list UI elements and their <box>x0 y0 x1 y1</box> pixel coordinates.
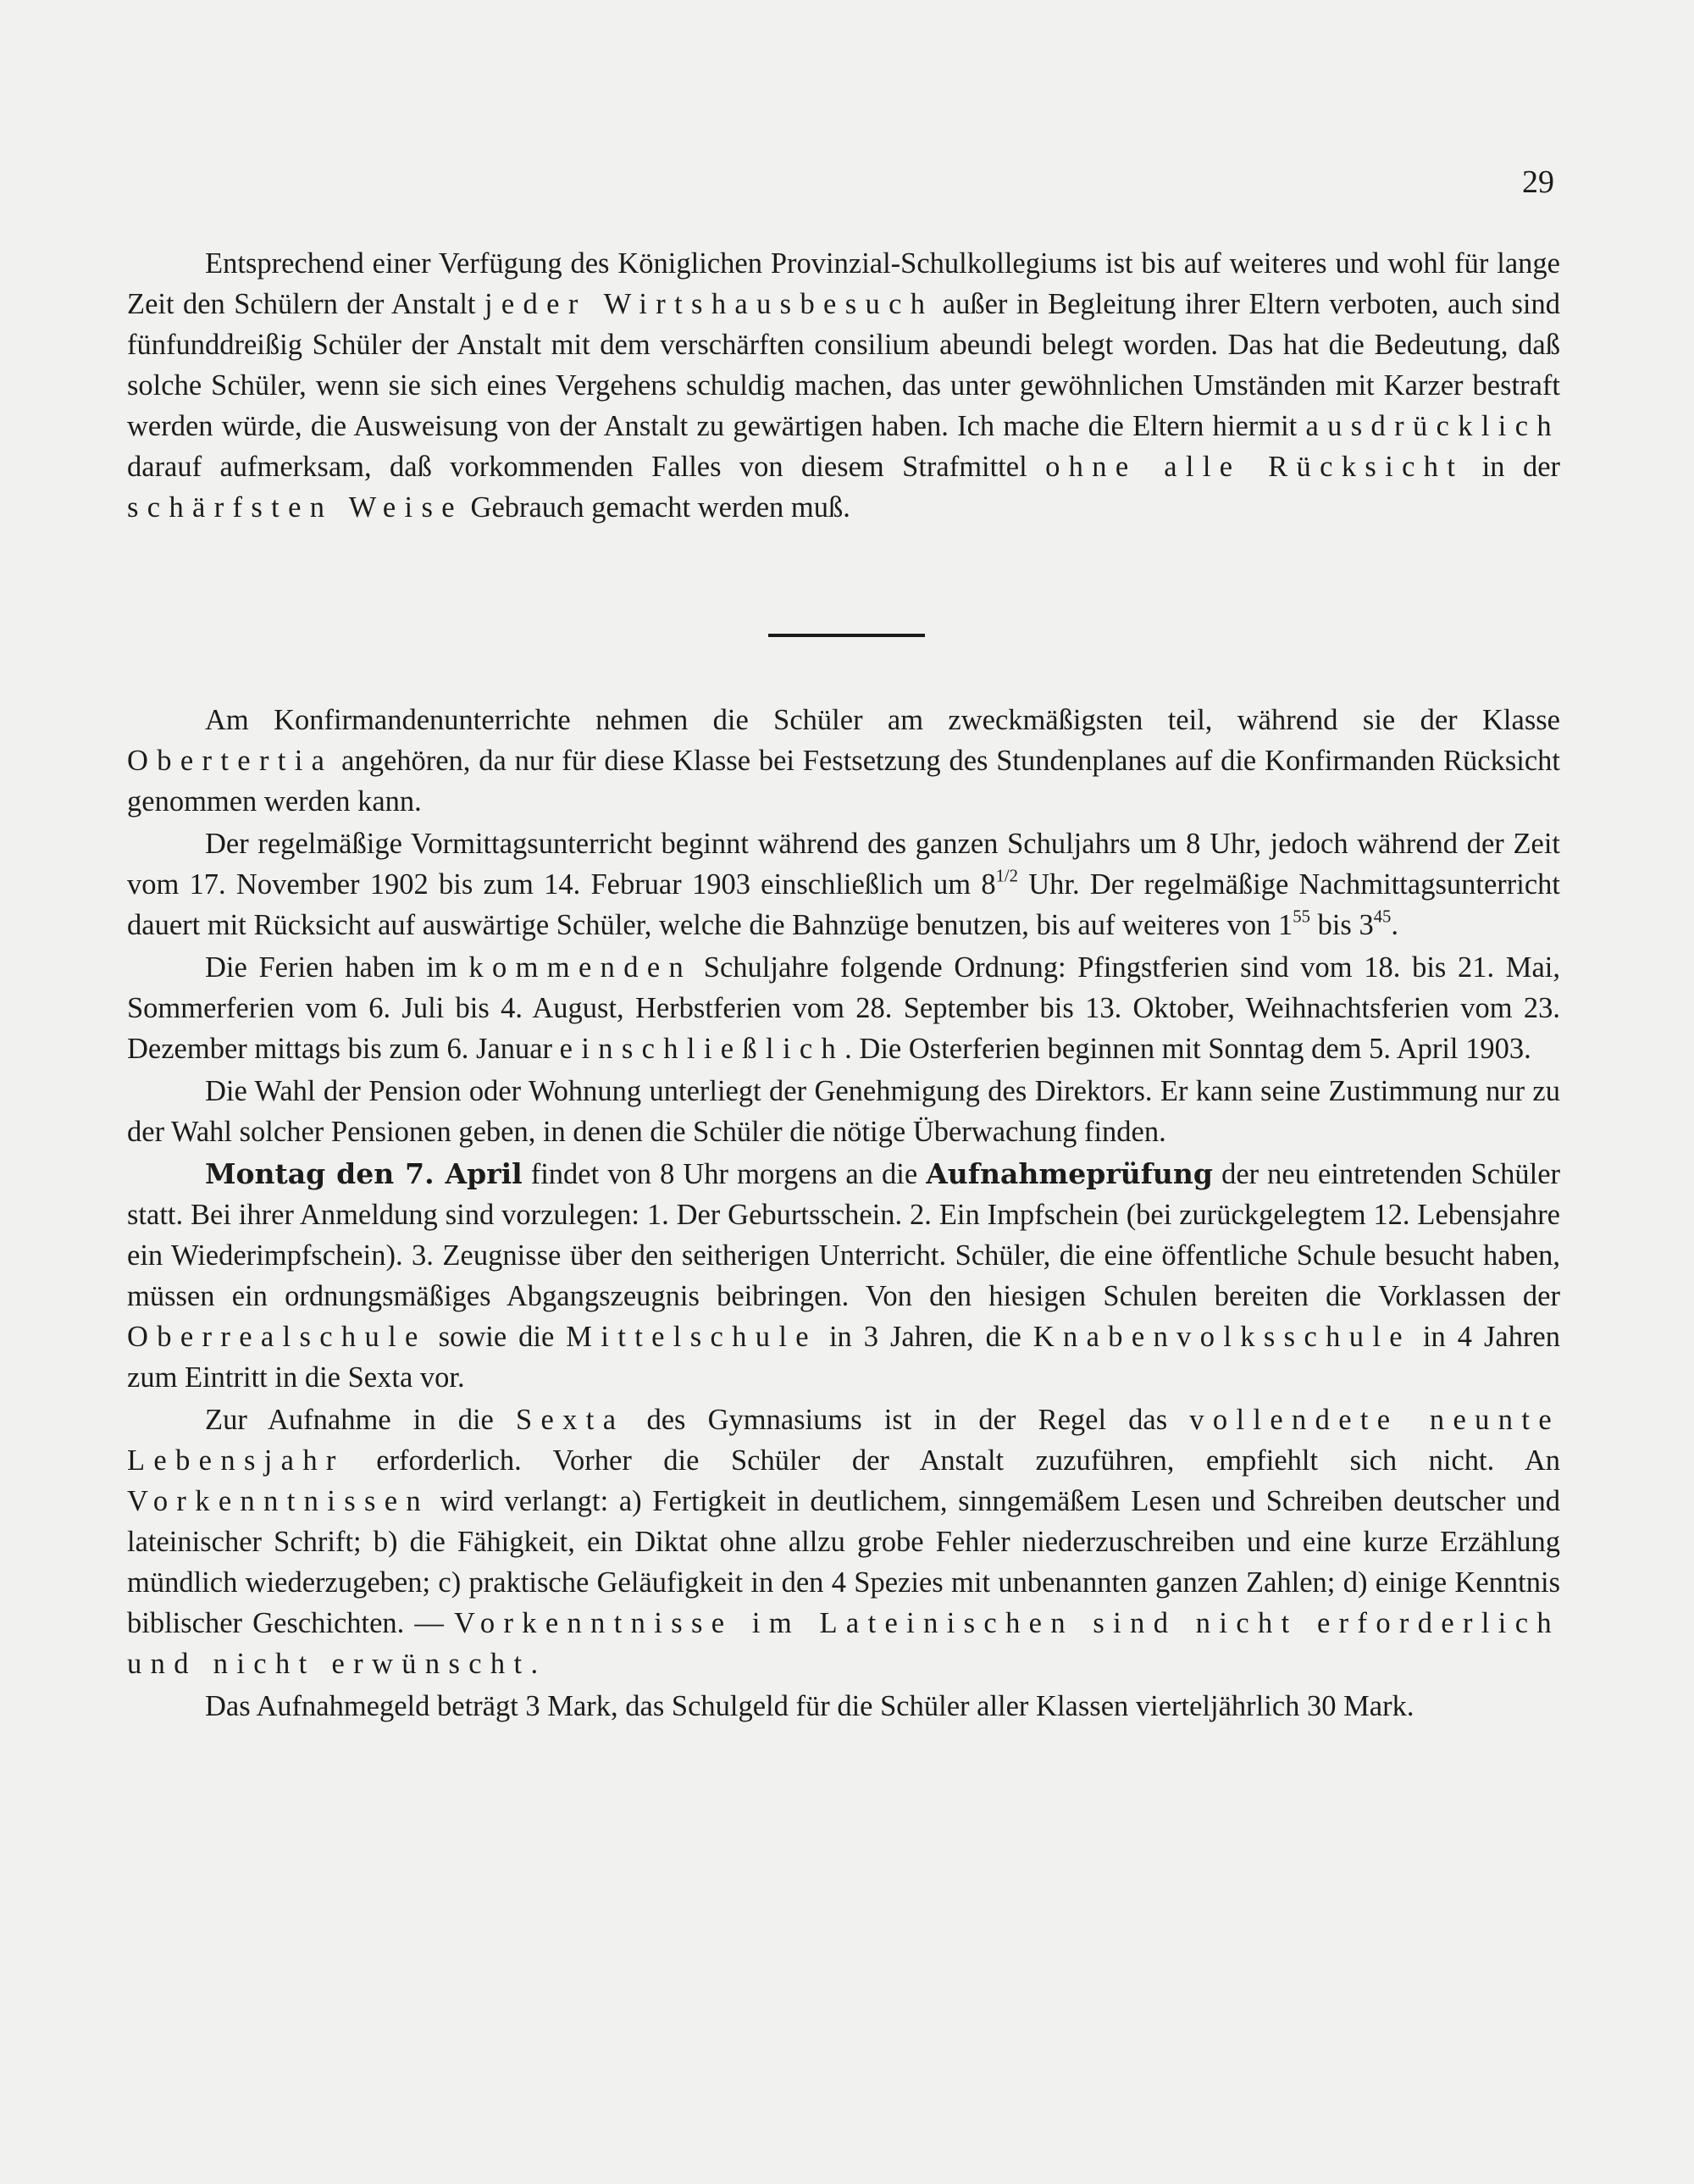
paragraph-entrance-exam: Montag den 7. April findet von 8 Uhr morgens an die Aufnahmeprüfung der neu eintretenden Schüler statt. Bei ihrer Anmeldung sind vorzulegen: 1. Der Geburtsschein. 2. Ein Impfschein (bei zurückgelegtem 12. Lebensjahre ein Wiederimpfschein). 3. Zeugnisse über den seitherigen Unterricht. Schüler, die eine öffentliche Schule besucht haben, müssen ein ordnungsmäßiges Abgangszeugnis beibringen. Von den hiesigen Schulen bereiten die Vorklassen der Oberrealschule sowie die Mittelschule in 3 Jahren, die Knabenvolksschule in 4 Jahren zum Eintritt in die Sexta vor. <box>127 1157 1560 1394</box>
paragraph-tavern-prohibition: Entsprechend einer Verfügung des Königlichen Provinzial-Schulkollegiums ist bis auf weiteres und wohl für lange Zeit den Schülern der Anstalt jeder Wirtshausbesuch außer in Begleitung ihrer Eltern verboten, auch sind fünfunddreißig Schüler der Anstalt mit dem verschärften consilium abeundi belegt worden. Das hat die Bedeutung, daß solche Schüler, wenn sie sich eines Vergehens schuldig machen, das unter gewöhnlichen Umständen mit Karzer bestraft werden würde, die Ausweisung von der Anstalt zu gewärtigen haben. Ich mache die Eltern hiermit ausdrücklich darauf aufmerksam, daß vorkommenden Falles von diesem Strafmittel ohne alle Rücksicht in der schärfsten Weise Gebrauch gemacht werden muß. <box>127 247 1561 524</box>
top-section <box>127 243 1560 528</box>
emphasis-sexta: Sexta <box>515 1404 625 1436</box>
exam-title: Aufnahmeprüfung <box>926 1157 1213 1190</box>
bottom-section <box>127 700 1560 1727</box>
paragraph-confirmation: Am Konfirmandenunterrichte nehmen die Schüler am zweckmäßigsten teil, während sie der Klasse Obertertia angehören, da nur für diese Klasse bei Festsetzung des Stundenplanes auf die Konfirmanden Rücksicht genommen werden kann. <box>127 704 1560 818</box>
emphasis-mittelschule: Mittelschule <box>566 1321 817 1353</box>
section-divider <box>768 634 925 637</box>
paragraph-pension: Die Wahl der Pension oder Wohnung unterliegt der Genehmigung des Direktors. Er kann seine Zustimmung nur zu der Wahl solcher Pensionen geben, in denen die Schüler die nötige Überwachung finden. <box>127 1075 1560 1148</box>
paragraph-fees: Das Aufnahmegeld beträgt 3 Mark, das Schulgeld für die Schüler aller Klassen vierteljährlich 30 Mark. <box>205 1690 1414 1722</box>
emphasis-knabenvolksschule: Knabenvolksschule <box>1032 1321 1411 1353</box>
emphasis-latin-not-required: Vorkenntnisse im Lateinischen sind nicht erforderlich und nicht erwünscht <box>127 1607 1560 1680</box>
emphasis-expressly: ausdrücklich <box>1305 410 1560 442</box>
exam-date: Montag den 7. April <box>205 1157 523 1190</box>
paragraph-schedule: Der regelmäßige Vormittagsunterricht beginnt während des ganzen Schuljahrs um 8 Uhr, jedoch während der Zeit vom 17. November 1902 bis zum 14. Februar 1903 einschließlich um $8^{1/2}$ Uhr. Der regelmäßige Nachmittagsunterricht dauert mit Rücksicht auf auswärtige Schüler, welche die Bahnzüge benutzen, bis auf weiteres von $1^{55}$ bis $3^{45}$. <box>127 828 1560 941</box>
emphasis-prior-knowledge: Vorkenntnissen <box>127 1485 430 1517</box>
paragraph-holidays: Die Ferien haben im kommenden Schuljahre folgende Ordnung: Pfingstferien sind vom 18. bis 21. Mai, Sommerferien vom 6. Juli bis 4. August, Herbstferien vom 28. September bis 13. Oktober, Weihnachtsferien vom 23. Dezember mittags bis zum 6. Januar einschließlich. Die Osterferien beginnen mit Sonntag dem 5. April 1903. <box>127 951 1560 1065</box>
emphasis-coming: kommenden <box>468 951 693 984</box>
emphasis-tavern-visit: jeder Wirtshausbesuch <box>484 288 934 320</box>
emphasis-inclusive: einschließlich <box>559 1033 845 1065</box>
page-number: 29 <box>1522 164 1554 200</box>
paragraph-admission: Zur Aufnahme in die Sexta des Gymnasiums ist in der Regel das vollendete neunte Lebensjahr erforderlich. Vorher die Schüler der Anstalt zuzuführen, empfiehlt sich nicht. An Vorkenntnissen wird verlangt: a) Fertigkeit in deutlichem, sinngemäßem Lesen und Schreiben deutscher und lateinischer Schrift; b) die Fähigkeit, ein Diktat ohne allzu grobe Fehler niederzuschreiben und eine kurze Erzählung mündlich wiederzugeben; c) praktische Geläufigkeit in den 4 Spezies mit unbenannten ganzen Zahlen; d) einige Kenntnis biblischer Geschichten. — Vorkenntnisse im Lateinischen sind nicht erforderlich und nicht erwünscht. <box>127 1404 1560 1680</box>
emphasis-obertertia: Obertertia <box>127 745 334 777</box>
emphasis-sharpest-way: schärfsten Weise <box>127 491 463 524</box>
time-end-minutes: 45 <box>1373 907 1392 927</box>
emphasis-without-regard: ohne alle Rücksicht <box>1045 451 1464 483</box>
time-start-minutes: 55 <box>1293 907 1310 927</box>
emphasis-ninth-year: vollendete neunte Lebensjahr <box>127 1404 1560 1477</box>
fraction-half: 1/2 <box>995 867 1019 886</box>
emphasis-oberrealschule: Oberrealschule <box>127 1321 427 1353</box>
